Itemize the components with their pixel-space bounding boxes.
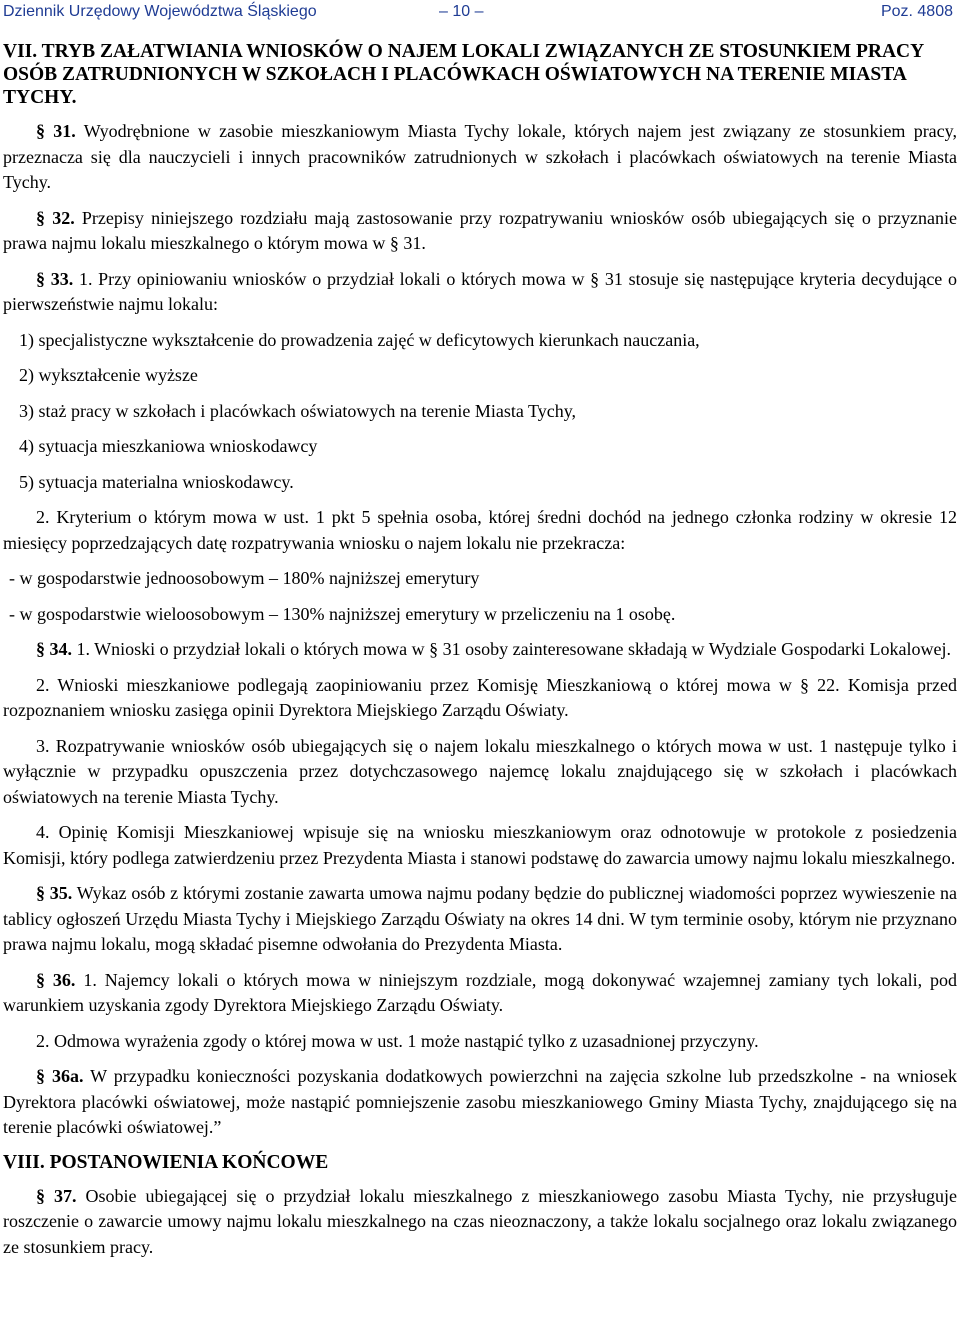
paragraph-number: § 36. — [36, 969, 76, 990]
list-item: 1) specjalistyczne wykształcenie do prowadzenia zajęć w deficytowych kierunkach nauczania, — [19, 329, 700, 350]
dash-item: - w gospodarstwie jednoosobowym – 180% najniższej emerytury — [9, 568, 480, 588]
paragraph-34-2: 2. Wnioski mieszkaniowe podlegają zaopiniowaniu przez Komisję Mieszkaniową o której mowa w § 22. Komisja przed rozpoznaniem wniosku zasięga opinii Dyrektora Miejskiego Zarządu Oświaty. — [3, 674, 957, 720]
paragraph-34-3: 3. Rozpatrywanie wniosków osób ubiegających się o najem lokalu mieszkalnego o których mowa w ust. 1 następuje tylko i wyłącznie w przypadku opuszczenia przez dotychczasowego najemcę lokalu znajdującego się w szkołach i placówkach oświatowych na terenie Miasta Tychy. — [3, 735, 957, 807]
paragraph-number: § 33. — [36, 268, 74, 289]
paragraph-33: § 33. 1. Przy opiniowaniu wniosków o przydział lokali o których mowa w § 31 stosuje się następujące kryteria decydujące o pierwszeństwie najmu lokalu: — [3, 268, 958, 314]
paragraph-35: § 35. Wykaz osób z którymi zostanie zawarta umowa najmu podany będzie do publicznej wiadomości poprzez wywieszenie na tablicy ogłoszeń Urzędu Miasta Tychy i Miejskiego Zarządu Oświaty na okres 14 dni. W tym terminie osoby, którym nie przyznano prawa najmu lokalu, mogą składać pisemne odwołania do Prezydenta Miasta. — [3, 883, 957, 954]
paragraph-36-1: § 36. 1. Najemcy lokali o których mowa w niniejszym rozdziale, mogą dokonywać wzajemnej zamiany tych lokali, pod warunkiem uzyskania zgody Dyrektora Miejskiego Zarządu Oświaty. — [3, 969, 958, 1015]
dash-item: - w gospodarstwie wieloosobowym – 130% najniższej emerytury w przeliczeniu na 1 osobę. — [9, 603, 676, 624]
paragraph-number: § 34. — [36, 639, 72, 659]
page-number: – 10 – — [439, 3, 484, 20]
paragraph-34-4: 4. Opinię Komisji Mieszkaniowej wpisuje się na wniosku mieszkaniowym oraz odnotowuje w protokole z posiedzenia Komisji, który podlega zatwierdzeniu przez Prezydenta Miasta i stanowi podstawę do zawarcia umowy najmu lokalu mieszkalnego. — [3, 822, 957, 868]
paragraph-32: § 32. Przepisy niniejszego rozdziału mają zastosowanie przy rozpatrywaniu wniosków osób ubiegających się o przyznanie prawa najmu lokalu mieszkalnego o którym mowa w § 31. — [3, 207, 957, 253]
paragraph-37: § 37. Osobie ubiegającej się o przydział lokalu mieszkalnego z mieszkaniowego zasobu Miasta Tychy, nie przysługuje roszczenie o zawarcie umowy najmu lokalu mieszkalnego na czas nieoznaczony, a także lokalu socjalnego oraz lokalu związanego ze stosunkiem pracy. — [3, 1185, 957, 1257]
paragraph-number: § 32. — [36, 207, 75, 228]
list-item: 5) sytuacja materialna wnioskodawcy. — [19, 471, 294, 492]
paragraph-number: § 35. — [36, 883, 73, 903]
list-item: 3) staż pracy w szkołach i placówkach oświatowych na terenie Miasta Tychy, — [19, 400, 577, 421]
list-item: 4) sytuacja mieszkaniowa wnioskodawcy — [19, 436, 318, 456]
section-heading-vii: VII. TRYB ZAŁATWIANIA WNIOSKÓW O NAJEM LOKALI ZWIĄZANYCH ZE STOSUNKIEM PRACY OSÓB ZATRUDNIONYCH W SZKOŁACH I PLACÓWKACH OŚWIATOWYCH NA TERENIE MIASTA TYCHY. — [3, 41, 924, 108]
page-header — [3, 0, 957, 30]
paragraph-36a: § 36a. W przypadku konieczności pozyskania dodatkowych powierzchni na zajęcia szkolne lub przedszkolne - na wniosek Dyrektora placówki oświatowej, może nastąpić pomniejszenie zasobu mieszkaniowego Gminy Miasta Tychy, znajdującego się na terenie placówki oświatowej.” — [3, 1066, 957, 1137]
paragraph-33-2: 2. Kryterium o którym mowa w ust. 1 pkt 5 spełnia osoba, której średni dochód na jednego członka rodziny w okresie 12 miesięcy poprzedzających datę rozpatrywania wniosku o najem lokalu nie przekracza: — [3, 507, 957, 553]
paragraph-number: § 31. — [36, 121, 76, 141]
list-item: 2) wykształcenie wyższe — [19, 365, 198, 385]
position-number: Poz. 4808 — [880, 3, 953, 20]
paragraph-34-1: § 34. 1. Wnioski o przydział lokali o których mowa w § 31 osoby zainteresowane składają w Wydziale Gospodarki Lokalowej. — [36, 639, 952, 659]
section-heading-viii: VIII. POSTANOWIENIA KOŃCOWE — [3, 1151, 329, 1173]
paragraph-number: § 37. — [36, 1185, 77, 1206]
paragraph-36-2: 2. Odmowa wyrażenia zgody o której mowa w ust. 1 może nastąpić tylko z uzasadnionej przyczyny. — [36, 1030, 759, 1051]
document-page — [3, 0, 957, 1260]
paragraph-number: § 36a. — [36, 1066, 84, 1086]
journal-title: Dziennik Urzędowy Województwa Śląskiego — [3, 3, 317, 20]
paragraph-31: § 31. Wyodrębnione w zasobie mieszkaniowym Miasta Tychy lokale, których najem jest związany ze stosunkiem pracy, przeznacza się dla nauczycieli i innych pracowników zatrudnionych w szkołach i placówkach oświatowych na terenie Miasta Tychy. — [3, 121, 957, 192]
